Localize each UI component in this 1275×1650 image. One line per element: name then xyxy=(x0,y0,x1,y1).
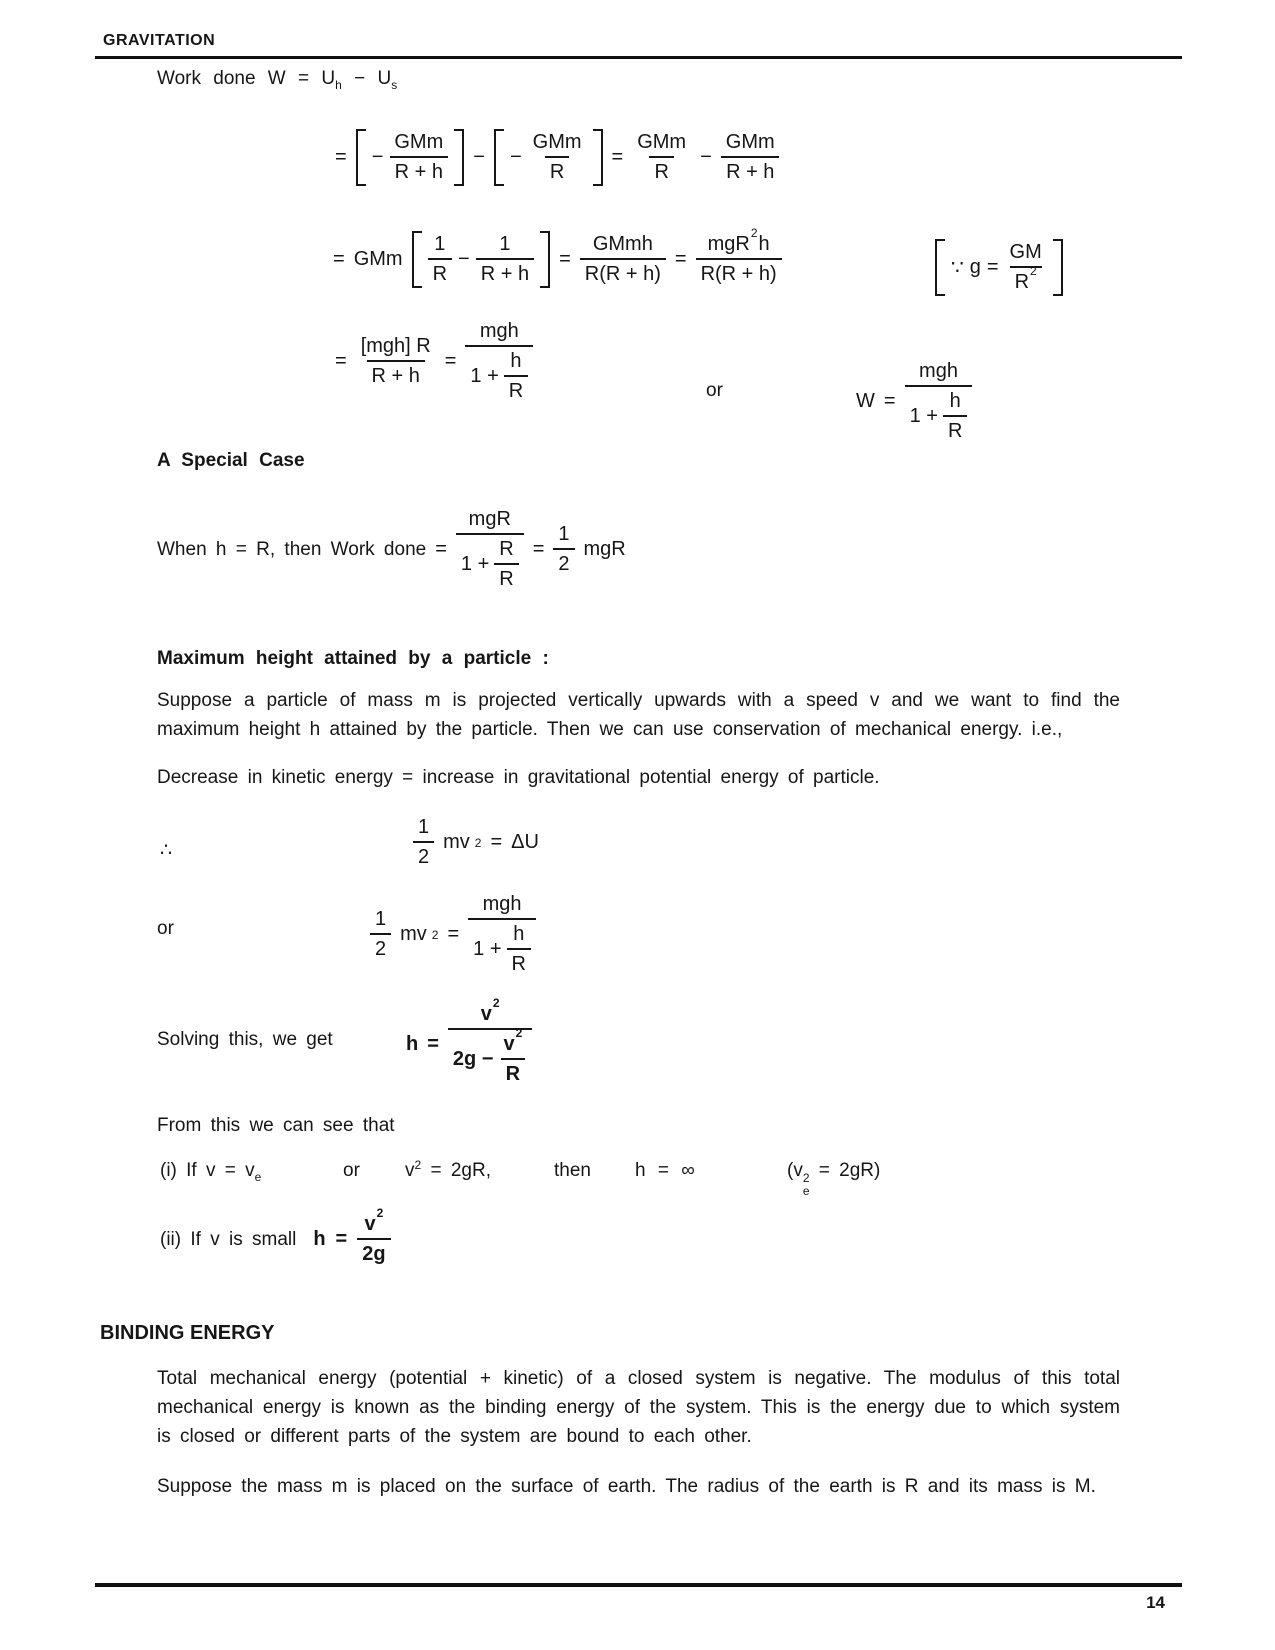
item-i-lead xyxy=(160,1156,261,1185)
numerator: 1 xyxy=(499,233,511,255)
work-done-line xyxy=(157,64,397,93)
binding-paragraph-1: Total mechanical energy (potential + kinetic) of a closed system is negative. The modulus of this total mechanical energy is known as the binding energy of the system. This is the energy due to which system is closed or different parts of the system are bound to each other. xyxy=(157,1368,1120,1447)
right-bracket-icon xyxy=(540,231,550,288)
numerator: v 2 xyxy=(480,996,500,1025)
fraction-gm-over-r2 xyxy=(1005,241,1047,294)
denominator xyxy=(448,1028,532,1086)
denominator: R xyxy=(545,156,569,184)
equals-sign: = xyxy=(335,350,347,372)
section-title: GRAVITATION xyxy=(103,32,216,49)
numerator: GMm xyxy=(637,131,687,153)
one-plus-text: 1 + xyxy=(473,938,502,960)
subscript-s: s xyxy=(391,78,398,92)
left-bracket-icon xyxy=(494,129,504,186)
one-plus-text: 1 + xyxy=(460,553,490,575)
page-number: 14 xyxy=(1146,1593,1165,1612)
coefficient-gmm: GMm xyxy=(353,248,403,270)
header-rule xyxy=(95,56,1182,59)
denominator: R xyxy=(943,415,967,443)
fraction-gmmh xyxy=(580,233,666,286)
equals-2gr-close: = 2gR) xyxy=(809,1160,881,1181)
h-text: h xyxy=(758,233,770,255)
numerator: mgR 2 h xyxy=(707,226,770,255)
special-case-lead: When h = R, then Work done xyxy=(157,539,427,560)
equals-sign: = xyxy=(611,146,624,168)
equation-potential-difference xyxy=(335,126,780,189)
item-ii-row xyxy=(160,1206,391,1266)
subscript-e: e xyxy=(802,1183,810,1198)
numerator: GMm xyxy=(725,131,775,153)
fraction-gmm-over-r-plus-h xyxy=(721,131,780,184)
fraction-one-over-r-plus-h xyxy=(476,233,534,286)
fraction-v2-over-2g-minus-v2-r xyxy=(448,996,532,1086)
denominator: R + h xyxy=(476,258,534,286)
right-bracket-icon xyxy=(593,129,603,186)
therefore-symbol: ∴ xyxy=(160,840,173,861)
because-symbol: ∵ xyxy=(951,257,964,279)
denominator: R xyxy=(504,375,528,403)
v-text: v xyxy=(405,1160,415,1181)
two-g-minus-text: 2g − xyxy=(452,1048,494,1070)
denominator: R xyxy=(501,1058,525,1086)
item-i-paren-note xyxy=(787,1156,880,1197)
item-ii-lead: (ii) If v is small xyxy=(160,1229,297,1250)
subscript-e: e xyxy=(254,1170,262,1184)
energy-balance-line: Decrease in kinetic energy = increase in gravitational potential energy of particle. xyxy=(157,767,880,788)
open-paren-v: (v xyxy=(787,1160,803,1181)
equals-sign: = xyxy=(674,248,687,270)
denominator: R xyxy=(507,948,531,976)
item-i-condition xyxy=(405,1156,491,1185)
work-done-text: Work done W = U xyxy=(157,68,336,89)
denominator: R xyxy=(494,563,518,591)
v-text: v xyxy=(364,1213,376,1235)
fraction-mgh-over-1-plus-h-r xyxy=(468,893,536,976)
right-bracket-icon xyxy=(454,129,464,186)
denominator: R(R + h) xyxy=(696,258,782,286)
fraction-h-over-r xyxy=(504,350,528,403)
denominator: R + h xyxy=(367,360,425,388)
fraction-gmm-over-r-plus-h xyxy=(389,131,448,184)
fraction-h-over-r xyxy=(507,923,531,976)
equation-work-gmm xyxy=(333,228,782,291)
solving-lead: Solving this, we get xyxy=(157,1029,333,1050)
numerator: h xyxy=(510,350,522,372)
item-i-result: h = ∞ xyxy=(635,1160,695,1181)
fraction-mgr-over-1-plus-r-r xyxy=(456,508,524,591)
numerator: h xyxy=(513,923,525,945)
fraction-gmm-over-r xyxy=(528,131,587,184)
equals-sign: = xyxy=(444,350,457,372)
denominator xyxy=(468,918,536,976)
one-plus-text: 1 + xyxy=(909,405,938,427)
fraction-v2-over-2g xyxy=(357,1206,390,1266)
fraction-mgr2h xyxy=(696,226,782,286)
fraction-gmm-over-r xyxy=(632,131,691,184)
footer-rule xyxy=(95,1583,1182,1587)
left-bracket-icon xyxy=(356,129,366,186)
equals-sign: = xyxy=(532,538,545,560)
fraction-mgh-over-1-plus-h-r xyxy=(905,360,973,443)
w-symbol: W xyxy=(856,390,875,412)
fraction-mgh-r xyxy=(356,335,436,388)
minus-sign: − xyxy=(458,248,470,270)
mv-squared: mv 2 xyxy=(400,923,439,945)
denominator: 2 xyxy=(413,841,434,869)
right-bracket-icon xyxy=(1053,239,1063,296)
numerator: v 2 xyxy=(503,1026,523,1055)
equals-sign: = xyxy=(333,248,345,270)
minus-sign: − xyxy=(371,146,384,168)
denominator: R + h xyxy=(721,156,779,184)
denominator xyxy=(905,385,973,443)
subscript-h: h xyxy=(335,78,342,92)
denominator: 2g xyxy=(357,1238,390,1266)
mgr-text: mgR xyxy=(583,538,626,560)
delta-u-text: ΔU xyxy=(511,831,539,853)
fraction-v2-over-r xyxy=(498,1026,527,1086)
fraction-r-over-r xyxy=(494,538,518,591)
h-symbol: h xyxy=(406,1033,419,1055)
denominator xyxy=(456,533,524,591)
item-i-text: (i) If v = v xyxy=(160,1160,255,1181)
equals-sign: = xyxy=(559,248,571,270)
fraction-mgh-over-1-plus-h-r xyxy=(465,320,533,403)
mgr-text: mgR xyxy=(707,233,750,255)
numerator: R xyxy=(499,538,514,560)
mv-text: mv xyxy=(400,923,427,945)
or-label: or xyxy=(157,918,174,939)
equals-sign: = xyxy=(435,538,447,560)
equals-sign: = xyxy=(335,146,347,168)
equation-mgh-form xyxy=(335,320,533,403)
energy-height-equation xyxy=(370,893,536,976)
bracket-group xyxy=(935,236,1063,299)
one-plus-text: 1 + xyxy=(470,365,499,387)
item-i-then: then xyxy=(554,1160,591,1181)
equals-sign: = xyxy=(490,831,503,853)
binding-energy-heading: BINDING ENERGY xyxy=(100,1322,275,1344)
equation-w-result xyxy=(856,360,972,443)
minus-sign: − xyxy=(509,146,522,168)
bracket-group xyxy=(412,228,551,291)
kinetic-energy-equation xyxy=(413,816,539,869)
denominator: R 2 xyxy=(1010,266,1042,294)
equals-sign: = xyxy=(427,1033,439,1055)
mv-squared: mv 2 xyxy=(443,831,482,853)
numerator: mgh xyxy=(479,320,519,342)
denominator: R(R + h) xyxy=(580,258,666,286)
denominator: R + h xyxy=(390,156,448,184)
numerator: h xyxy=(949,390,961,412)
numerator: v 2 xyxy=(364,1206,384,1235)
equals-sign: = xyxy=(447,923,460,945)
denominator: 2 xyxy=(370,933,391,961)
minus-sign: − xyxy=(700,146,712,168)
numerator: 1 xyxy=(418,816,430,838)
numerator: mgh xyxy=(919,360,958,382)
v-text: v xyxy=(503,1033,515,1055)
special-case-heading: A Special Case xyxy=(157,450,305,471)
h-symbol: h xyxy=(313,1228,326,1250)
fraction-h-over-r xyxy=(943,390,967,443)
numerator: 1 xyxy=(558,523,570,545)
side-note-g-definition xyxy=(935,236,1063,299)
equals-sign: = xyxy=(335,1228,348,1250)
fraction-one-half xyxy=(370,908,391,961)
numerator: GMm xyxy=(532,131,582,153)
denominator: 2 xyxy=(553,548,574,576)
item-ii-equation xyxy=(313,1206,390,1266)
bracket-group xyxy=(356,126,465,189)
numerator: mgh xyxy=(482,893,522,915)
or-label: or xyxy=(706,380,723,401)
height-result-equation xyxy=(406,996,532,1086)
minus-u-text: − U xyxy=(341,68,392,89)
numerator: GMmh xyxy=(592,233,653,255)
fraction-one-half xyxy=(413,816,434,869)
numerator: GM xyxy=(1009,241,1042,263)
max-height-heading: Maximum height attained by a particle : xyxy=(157,648,549,669)
superscript-2: 2 xyxy=(414,1158,422,1172)
special-case-equation xyxy=(157,508,626,591)
equals-2gr-text: = 2gR, xyxy=(421,1160,491,1181)
numerator: mgR xyxy=(468,508,511,530)
fraction-one-half xyxy=(553,523,574,576)
fraction-one-over-r xyxy=(428,233,452,286)
equals-sign: = xyxy=(986,256,999,278)
g-symbol: g xyxy=(969,256,981,278)
mv-text: mv xyxy=(443,831,470,853)
sup-sub-stack xyxy=(803,1172,810,1197)
equals-sign: = xyxy=(883,390,896,412)
r-text: R xyxy=(1014,271,1030,293)
numerator: GMm xyxy=(394,131,444,153)
binding-paragraph-2: Suppose the mass m is placed on the surface of earth. The radius of the earth is R and its mass is M. xyxy=(157,1476,1096,1497)
item-i-or: or xyxy=(343,1160,360,1181)
numerator: [mgh] R xyxy=(360,335,431,357)
from-this-line: From this we can see that xyxy=(157,1115,395,1136)
max-height-paragraph: Suppose a particle of mass m is projected vertically upwards with a speed v and we want to find the maximum height h attained by the particle. Then we can use conservation of mechanical energy. i.e., xyxy=(157,690,1120,740)
v-text: v xyxy=(480,1003,492,1025)
bracket-group xyxy=(494,126,603,189)
left-bracket-icon xyxy=(412,231,422,288)
numerator: 1 xyxy=(375,908,387,930)
denominator: R xyxy=(428,258,452,286)
numerator: 1 xyxy=(434,233,446,255)
minus-sign: − xyxy=(473,146,485,168)
denominator: R xyxy=(649,156,673,184)
denominator xyxy=(465,345,533,403)
superscript-2: 2 xyxy=(802,1171,810,1185)
left-bracket-icon xyxy=(935,239,945,296)
